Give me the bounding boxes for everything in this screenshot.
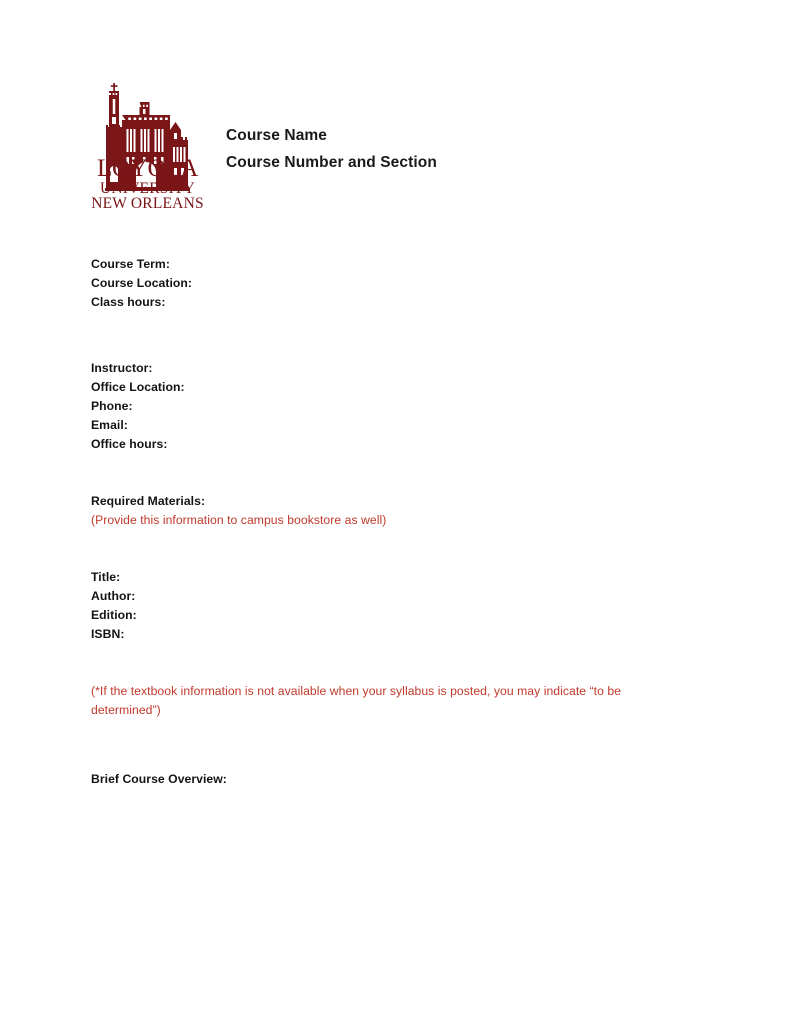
field-label-title: Title:: [91, 570, 121, 584]
instructor-info-block: [91, 359, 711, 454]
spacer: [91, 644, 711, 682]
field-label-office-location: Office Location:: [91, 380, 185, 394]
document-header: [91, 82, 437, 215]
field-label-class-hours: Class hours:: [91, 295, 166, 309]
field-label-office-hours: Office hours:: [91, 437, 168, 451]
logo-wordmark-line1: LOYOLA: [97, 155, 198, 182]
required-materials-note: (Provide this information to campus bookstore as well): [91, 513, 387, 527]
spacer: [91, 720, 711, 770]
loyola-university-new-orleans-logo: [91, 82, 204, 215]
field-label-course-location: Course Location:: [91, 276, 193, 290]
field-label-email: Email:: [91, 418, 128, 432]
section-heading-required-materials: Required Materials:: [91, 494, 206, 508]
page-title-course-name: Course Name: [226, 127, 328, 144]
logo-wordmark-line3: NEW ORLEANS: [91, 195, 204, 212]
textbook-availability-note: (*If the textbook information is not available when your syllabus is posted, you may indicate “to be determined”): [91, 684, 622, 717]
spacer: [91, 312, 711, 359]
document-body: [91, 255, 711, 789]
spacer: [91, 454, 711, 492]
spacer: [91, 530, 711, 568]
section-heading-brief-course-overview: Brief Course Overview:: [91, 772, 227, 786]
header-titles: [226, 82, 437, 176]
textbook-fields-block: [91, 568, 711, 644]
field-label-instructor: Instructor:: [91, 361, 153, 375]
field-label-phone: Phone:: [91, 399, 133, 413]
field-label-course-term: Course Term:: [91, 257, 170, 271]
page-title-course-number-section: Course Number and Section: [226, 154, 437, 171]
field-label-author: Author:: [91, 589, 136, 603]
required-materials-block: [91, 492, 711, 530]
course-info-block: [91, 255, 711, 312]
field-label-edition: Edition:: [91, 608, 137, 622]
logo-wordmark-line2: UNIVERSITY: [100, 180, 195, 197]
field-label-isbn: ISBN:: [91, 627, 125, 641]
